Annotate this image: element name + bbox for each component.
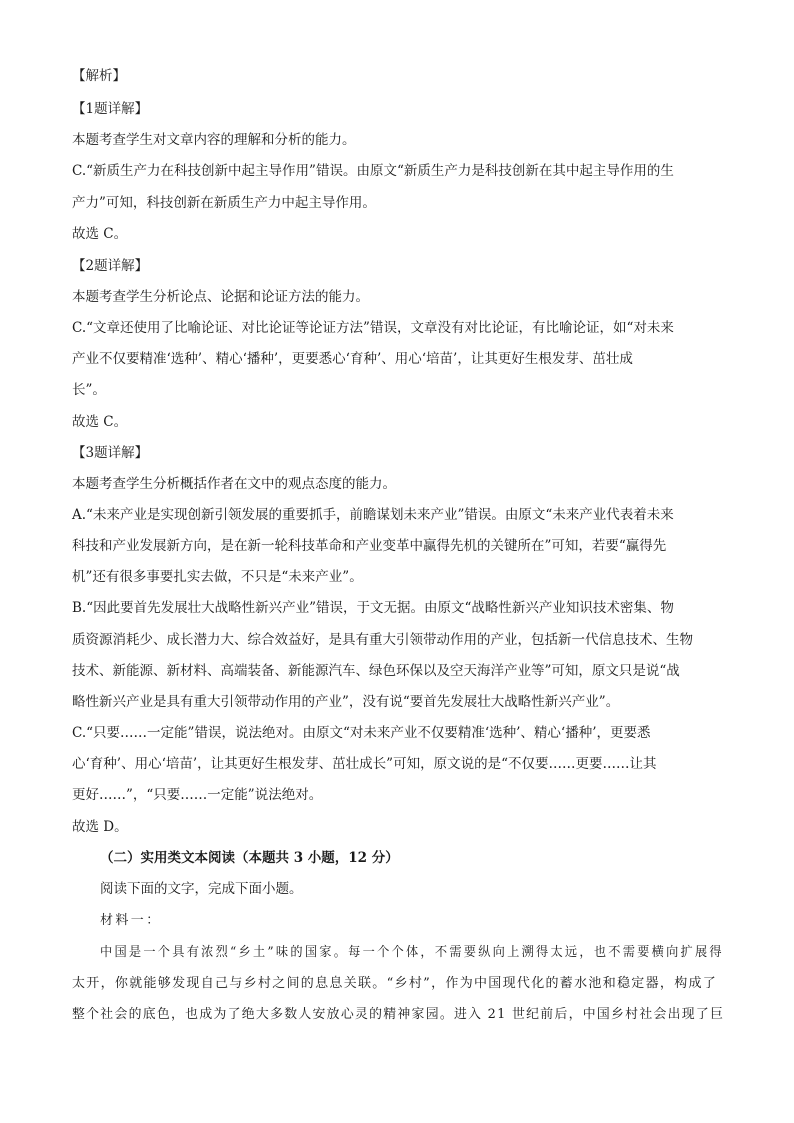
q2-line: 产业不仅要精准‘选种’、精心‘播种’，更要悉心‘育种’、用心‘培苗’，让其更好生根发芽、茁壮成 bbox=[72, 351, 633, 367]
material-line: 整个社会的底色，也成为了绝大多数人安放心灵的精神家园。进入 21 世纪前后，中国乡村社会出现了巨 bbox=[72, 1007, 725, 1022]
section-heading: （二）实用类文本阅读（本题共 3 小题，12 分） bbox=[100, 850, 399, 866]
analysis-heading: 【解析】 bbox=[72, 68, 126, 84]
q3-line: 心‘育种’、用心‘培苗’，让其更好生根发芽、茁壮成长”可知，原文说的是“不仅要……更要……让其 bbox=[72, 756, 657, 772]
q2-line: 长”。 bbox=[72, 382, 106, 398]
q3-line: 质资源消耗少、成长潜力大、综合效益好，是具有重大引领带动作用的产业，包括新一代信息技术、生物 bbox=[72, 632, 693, 648]
q1-line: 产力”可知，科技创新在新质生产力中起主导作用。 bbox=[72, 195, 376, 211]
q3-line: 略性新兴产业是具有重大引领带动作用的产业”，没有说“要首先发展壮大战略性新兴产业”。 bbox=[72, 694, 620, 710]
q2-line: 故选 C。 bbox=[72, 414, 128, 430]
q1-line: C.“新质生产力在科技创新中起主导作用”错误。由原文“新质生产力是科技创新在其中起主导作用的生 bbox=[72, 163, 674, 179]
q2-line: 本题考查学生分析论点、论据和论证方法的能力。 bbox=[72, 289, 369, 305]
q1-heading: 【1题详解】 bbox=[72, 101, 149, 117]
q3-heading: 【3题详解】 bbox=[72, 445, 149, 461]
q2-heading: 【2题详解】 bbox=[72, 258, 149, 274]
q1-line: 故选 C。 bbox=[72, 226, 128, 242]
q3-line: 机”还有很多事要扎实去做，不只是“未来产业”。 bbox=[72, 569, 363, 585]
q3-line: 科技和产业发展新方向，是在新一轮科技革命和产业变革中赢得先机的关键所在”可知，若要“赢得先 bbox=[72, 538, 667, 554]
material-line: 太开，你就能够发现自己与乡村之间的息息关联。“乡村”，作为中国现代化的蓄水池和稳定器，构成了 bbox=[72, 976, 718, 991]
q3-line: B.“因此要首先发展壮大战略性新兴产业”错误，于文无据。由原文“战略性新兴产业知识技术密集、物 bbox=[72, 600, 674, 616]
material-label: 材料一： bbox=[100, 913, 162, 928]
q3-line: C.“只要……一定能”错误，说法绝对。由原文“对未来产业不仅要精准‘选种’、精心‘播种’，更要悉 bbox=[72, 725, 651, 741]
q1-line: 本题考查学生对文章内容的理解和分析的能力。 bbox=[72, 132, 356, 148]
q3-line: 本题考查学生分析概括作者在文中的观点态度的能力。 bbox=[72, 476, 396, 492]
section-instruction: 阅读下面的文字，完成下面小题。 bbox=[100, 881, 303, 897]
q2-line: C.“文章还使用了比喻论证、对比论证等论证方法”错误，文章没有对比论证，有比喻论证，如“对未来 bbox=[72, 320, 674, 336]
q3-line: 技术、新能源、新材料、高端装备、新能源汽车、绿色环保以及空天海洋产业等”可知，原文只是说“战 bbox=[72, 663, 680, 679]
q3-line: 更好……”，“只要……一定能”说法绝对。 bbox=[72, 787, 323, 803]
q3-line: 故选 D。 bbox=[72, 819, 128, 835]
q3-line: A.“未来产业是实现创新引领发展的重要抓手，前瞻谋划未来产业”错误。由原文“未来产业代表着未来 bbox=[72, 507, 674, 523]
material-line: 中国是一个具有浓烈“乡土”味的国家。每一个个体，不需要纵向上溯得太远，也不需要横向扩展得 bbox=[100, 945, 724, 960]
